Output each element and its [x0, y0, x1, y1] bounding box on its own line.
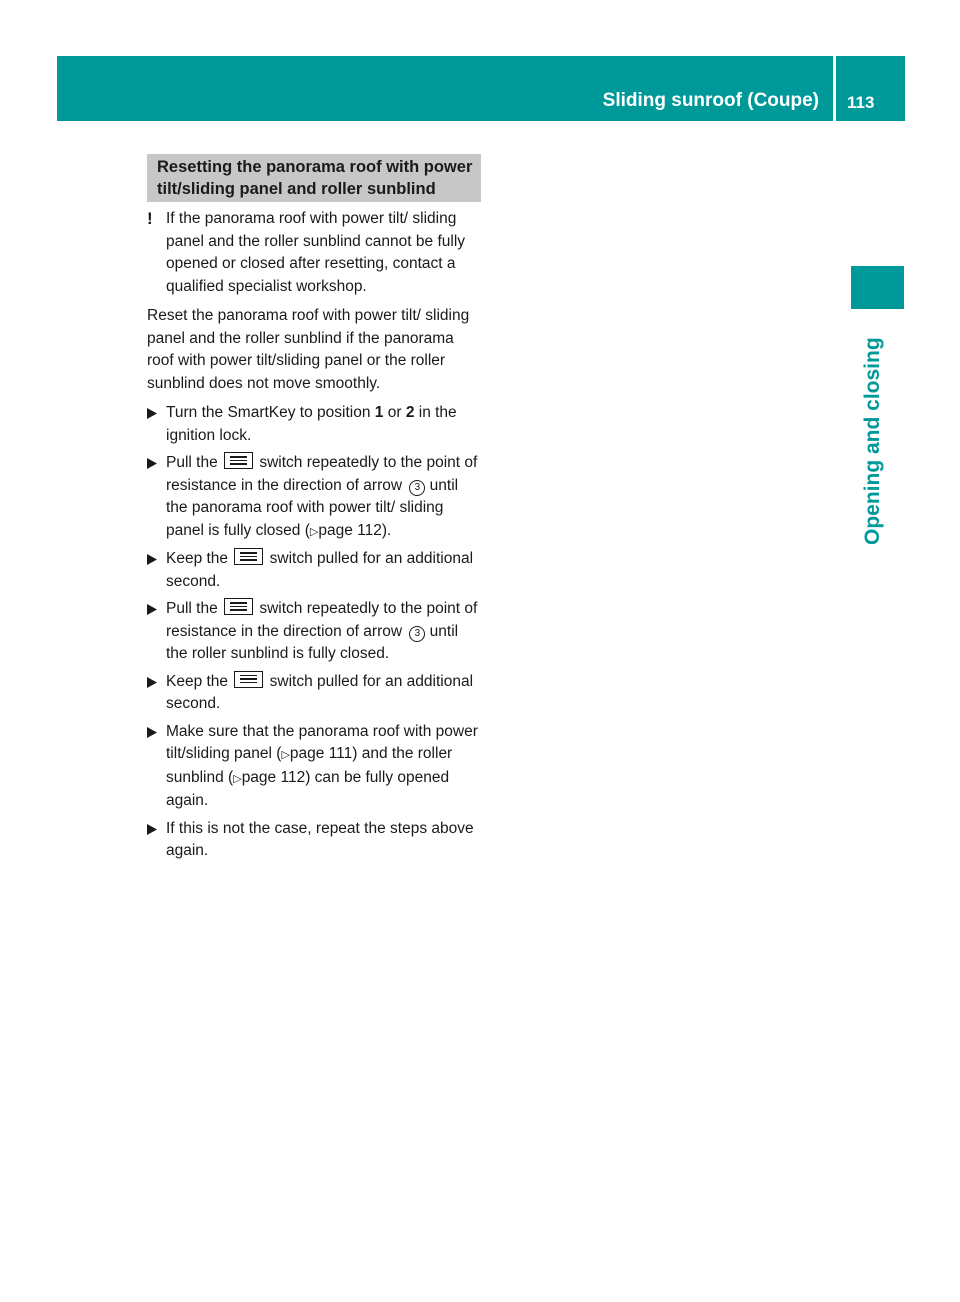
step-6 — [147, 721, 481, 813]
chapter-title: Sliding sunroof (Coupe) — [602, 90, 819, 111]
page-number: 113 — [847, 93, 875, 112]
roller-sunblind-switch-icon — [224, 452, 253, 469]
warning-note — [147, 208, 481, 298]
step-text: Pull the switch repeatedly to the point of resistance in the direction of arrow 3 until the roller sunblind is fully closed. — [166, 600, 478, 662]
main-content — [147, 154, 481, 868]
side-tab-label: Opening and closing — [861, 337, 884, 545]
x-step-icon — [147, 452, 166, 543]
warning-text: If the panorama roof with power tilt/ sliding panel and the roller sunblind cannot be fully opened or closed after resetting, contact a qualified specialist workshop. — [166, 210, 466, 295]
x-step-icon — [147, 598, 166, 666]
page-reference[interactable]: page 112 — [241, 768, 306, 786]
step-text: Make sure that the panorama roof with power tilt/sliding panel (▷page 111) and the roller sunblind (▷page 112) can be fully opened again. — [166, 722, 478, 809]
page-reference-triangle-icon: ▷ — [309, 525, 319, 538]
roller-sunblind-switch-icon — [224, 598, 253, 615]
step-5 — [147, 671, 481, 716]
arrow-callout: 3 — [409, 480, 425, 496]
step-3 — [147, 548, 481, 593]
step-2 — [147, 452, 481, 543]
page-reference-triangle-icon: ▷ — [233, 772, 242, 785]
page-reference-triangle-icon: ▷ — [281, 749, 290, 761]
step-text: If this is not the case, repeat the steps above again. — [166, 819, 474, 859]
warning-icon: ! — [147, 209, 153, 228]
intro-paragraph: Reset the panorama roof with power tilt/ sliding panel and the roller sunblind if the panorama roof with power tilt/sliding panel or the roller sunblind does not move smoothly. — [147, 307, 470, 392]
step-text: Keep the switch pulled for an additional second. — [166, 672, 474, 712]
x-step-icon — [147, 548, 166, 593]
side-tab-marker — [851, 266, 904, 309]
section-heading: Resetting the panorama roof with power tilt/sliding panel and roller sunblind — [147, 154, 481, 202]
step-text: Keep the switch pulled for an additional second. — [166, 550, 474, 590]
roller-sunblind-switch-icon — [234, 671, 263, 688]
step-4 — [147, 598, 481, 666]
x-step-icon — [147, 818, 166, 863]
x-step-icon — [147, 671, 166, 716]
step-text: Turn the SmartKey to position 1 or 2 in the ignition lock. — [166, 404, 457, 444]
x-step-icon — [147, 402, 166, 447]
arrow-callout: 3 — [409, 626, 425, 642]
header-divider — [833, 56, 836, 121]
roller-sunblind-switch-icon — [234, 548, 263, 565]
x-step-icon — [147, 721, 166, 813]
step-text: Pull the switch repeatedly to the point of resistance in the direction of arrow 3 until the panorama roof with power tilt/ sliding panel is fully closed (▷page 112). — [166, 454, 478, 539]
page-reference[interactable]: page 112 — [318, 521, 382, 539]
step-1 — [147, 402, 481, 447]
step-7 — [147, 818, 481, 863]
page-reference[interactable]: page 111 — [289, 745, 353, 762]
header-bar — [57, 56, 905, 121]
